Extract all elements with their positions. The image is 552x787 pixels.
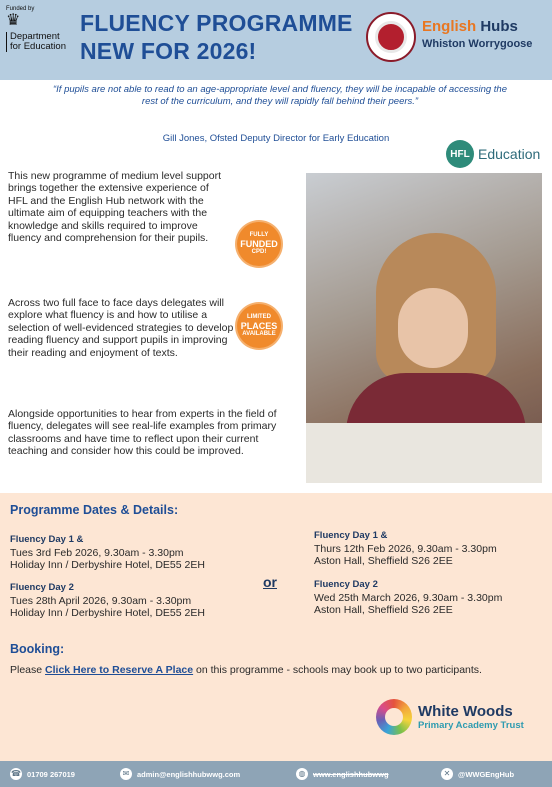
dates-heading: Programme Dates & Details:: [10, 503, 179, 517]
left-day1-venue: Holiday Inn / Derbyshire Hotel, DE55 2EH: [10, 559, 205, 571]
right-day1-date: Thurs 12th Feb 2026, 9.30am - 3.30pm: [314, 542, 497, 555]
email-text: admin@englishhubwwg.com: [137, 769, 241, 779]
dept-line2: for Education: [10, 41, 66, 52]
funded-by-label: Funded by: [6, 6, 35, 12]
badge2-line1: LIMITED: [247, 314, 271, 320]
intro-paragraph: This new programme of medium level support brings together the extensive experience of HFL and the English Hub network with the ultimate aim of equipping teachers with the knowledge and skills required to improve fluency and comprehension for their pupils.: [8, 170, 222, 245]
right-day2-venue: Aston Hall, Sheffield S26 2EE: [314, 604, 453, 616]
or-separator: or: [263, 574, 277, 590]
badge2-line2: PLACES: [240, 321, 278, 331]
booking-pre: Please: [10, 664, 46, 676]
trust-logo-icon: [376, 699, 412, 735]
email-icon: ✉: [120, 768, 132, 780]
left-day2-title: Fluency Day 2: [10, 582, 74, 593]
quote-text: “If pupils are not able to read to an age-appropriate level and fluency, they will be incapable of accessing the rest of the curriculum, and they will rapidly fall behind their peers.”: [53, 84, 507, 107]
quote-attribution: Gill Jones, Ofsted Deputy Director for Early Education: [162, 133, 390, 144]
right-day2-date: Wed 25th March 2026, 9.30am - 3.30pm: [314, 591, 503, 604]
hub-name-a: English: [422, 18, 477, 35]
left-day2-venue: Holiday Inn / Derbyshire Hotel, DE55 2EH: [10, 607, 205, 619]
left-day2: [10, 582, 205, 620]
footer-social[interactable]: [441, 767, 514, 781]
social-text: @WWGEngHub: [458, 769, 515, 779]
left-day2-date: Tues 28th April 2026, 9.30am - 3.30pm: [10, 594, 192, 607]
reserve-place-link[interactable]: Click Here to Reserve A Place: [45, 664, 194, 676]
globe-icon: ◍: [296, 768, 308, 780]
right-day2: [314, 579, 502, 617]
white-woods-logo: [376, 699, 524, 735]
photo-face: [398, 288, 468, 368]
title-line1: FLUENCY PROGRAMME: [80, 10, 353, 36]
hfl-label: Education: [478, 146, 541, 162]
badge1-line3: CPD!: [251, 249, 267, 255]
footer-web[interactable]: [296, 767, 389, 781]
trust-name-block: [418, 703, 524, 731]
photo-paper: [306, 423, 542, 483]
experts-paragraph: Alongside opportunities to hear from experts in the field of fluency, delegates will see real-life examples from primary classrooms and have time to reflect upon their current teaching and consider how this could be improved.: [8, 408, 277, 458]
footer-phone[interactable]: [10, 767, 75, 781]
hub-sub: Whiston Worrygoose: [422, 38, 533, 50]
crest-icon: ♛: [6, 12, 21, 29]
left-day1: [10, 534, 205, 572]
right-day2-title: Fluency Day 2: [314, 579, 378, 590]
fully-funded-badge: [237, 222, 281, 266]
limited-places-badge: [237, 304, 281, 348]
trust-sub: Primary Academy Trust: [418, 720, 524, 731]
hfl-badge: HFL: [446, 140, 474, 168]
badge2-line3: AVAILABLE: [242, 331, 276, 337]
reading-child-photo: [306, 173, 542, 483]
left-day1-date: Tues 3rd Feb 2026, 9.30am - 3.30pm: [10, 546, 184, 559]
page-title: [80, 9, 365, 65]
badge1-line1: FULLY: [249, 232, 269, 238]
phone-icon: ☎: [11, 769, 21, 778]
footer-bar: [0, 761, 552, 787]
right-day1-title: Fluency Day 1 &: [314, 530, 388, 541]
title-line2: NEW FOR 2026!: [80, 38, 257, 64]
dept-name: [6, 32, 72, 52]
school-seal-logo: [366, 12, 416, 62]
footer-email[interactable]: [120, 767, 240, 781]
dfe-logo: [6, 6, 72, 72]
right-day1-venue: Aston Hall, Sheffield S26 2EE: [314, 555, 453, 567]
hub-name-b: Hubs: [480, 18, 518, 35]
days-paragraph: Across two full face to face days delegates will explore what fluency is and how to utilise a selection of well-evidenced strategies to develop reading fluency and support pupils in improving their reading and enjoyment of texts.: [8, 297, 234, 359]
english-hubs-logo: [422, 18, 548, 50]
x-logo-icon: ✕: [441, 768, 453, 780]
hfl-logo: [446, 140, 540, 168]
booking-text: [10, 664, 530, 677]
booking-post: on this programme - schools may book up to two participants.: [193, 664, 482, 676]
header-banner: [0, 0, 552, 80]
trust-name: White Woods: [418, 703, 513, 720]
badge1-line2: FUNDED: [240, 239, 278, 249]
web-text: www.englishhubwwg: [313, 769, 389, 779]
hub-name: [422, 18, 548, 35]
left-day1-title: Fluency Day 1 &: [10, 534, 84, 545]
phone-text: 01709 267019: [27, 769, 75, 779]
booking-heading: Booking:: [10, 642, 65, 656]
dates-section: [0, 493, 552, 761]
right-day1: [314, 530, 497, 568]
seal-inner: [375, 21, 407, 53]
dept-line1: Department: [10, 31, 60, 42]
